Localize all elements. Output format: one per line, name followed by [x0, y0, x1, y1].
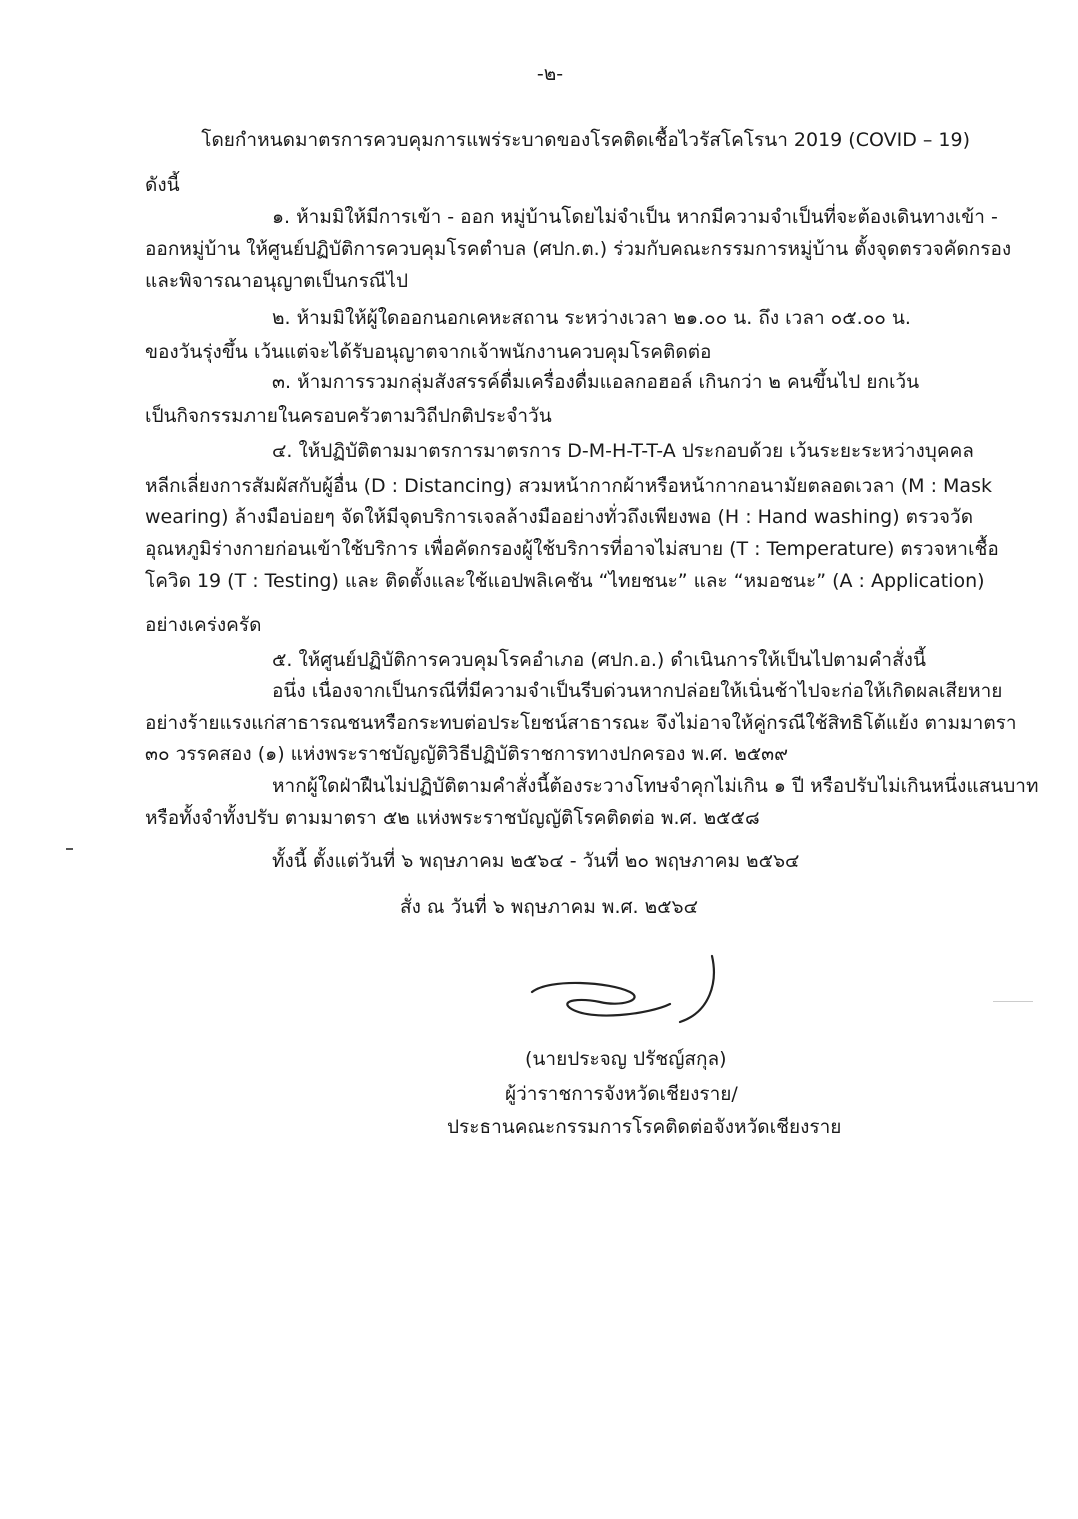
- page-number: -๒-: [536, 63, 564, 85]
- effective-period: ทั้งนี้ ตั้งแต่วันที่ ๖ พฤษภาคม ๒๕๖๔ - วันที่ ๒๐ พฤษภาคม ๒๕๖๔: [272, 850, 800, 872]
- paragraph-line: อย่างร้ายแรงแก่สาธารณชนหรือกระทบต่อประโยชน์สาธารณะ จึงไม่อาจให้คู่กรณีใช้สิทธิโต้แย้ง ตามมาตรา: [145, 712, 1017, 734]
- paragraph-line: ๓๐ วรรคสอง (๑) แห่งพระราชบัญญัติวิธีปฏิบัติราชการทางปกครอง พ.ศ. ๒๕๓๙: [145, 743, 789, 765]
- order-date: สั่ง ณ วันที่ ๖ พฤษภาคม พ.ศ. ๒๕๖๔: [400, 896, 698, 918]
- paragraph-line: ๓. ห้ามการรวมกลุ่มสังสรรค์ดื่มเครื่องดื่มแอลกอฮอล์ เกินกว่า ๒ คนขึ้นไป ยกเว้น: [272, 371, 920, 393]
- paragraph-line: wearing) ล้างมือบ่อยๆ จัดให้มีจุดบริการเจลล้างมืออย่างทั่วถึงเพียงพอ (H : Hand washing) ตรวจวัด: [145, 506, 974, 528]
- paragraph-line: ๔. ให้ปฏิบัติตามมาตรการมาตรการ D-M-H-T-T-A ประกอบด้วย เว้นระยะระหว่างบุคคล: [272, 440, 974, 462]
- paragraph-line: หากผู้ใดฝ่าฝืนไม่ปฏิบัติตามคำสั่งนี้ต้องระวางโทษจำคุกไม่เกิน ๑ ปี หรือปรับไม่เกินหนึ่งแสนบาท: [272, 775, 1039, 797]
- paragraph-line: ดังนี้: [145, 174, 180, 196]
- signatory-name: (นายประจญ ปรัชญ์สกุล): [525, 1048, 727, 1070]
- paragraph-line: อนึ่ง เนื่องจากเป็นกรณีที่มีความจำเป็นรีบด่วนหากปล่อยให้เนิ่นช้าไปจะก่อให้เกิดผลเสียหาย: [272, 680, 1003, 702]
- scan-mark: [66, 848, 73, 850]
- paragraph-line: โดยกำหนดมาตรการควบคุมการแพร่ระบาดของโรคติดเชื้อไวรัสโคโรนา 2019 (COVID – 19): [201, 129, 970, 151]
- signatory-position: ประธานคณะกรรมการโรคติดต่อจังหวัดเชียงราย: [447, 1116, 842, 1138]
- signature: [520, 952, 730, 1034]
- paragraph-line: เป็นกิจกรรมภายในครอบครัวตามวิถีปกติประจำวัน: [145, 405, 552, 427]
- paragraph-line: ๒. ห้ามมิให้ผู้ใดออกนอกเคหะสถาน ระหว่างเวลา ๒๑.๐๐ น. ถึง เวลา ๐๕.๐๐ น.: [272, 307, 911, 329]
- paragraph-line: โควิด 19 (T : Testing) และ ติดตั้งและใช้แอปพลิเคชัน “ไทยชนะ” และ “หมอชนะ” (A : Application): [145, 570, 985, 592]
- paragraph-line: และพิจารณาอนุญาตเป็นกรณีไป: [145, 270, 409, 292]
- paragraph-line: หลีกเลี่ยงการสัมผัสกับผู้อื่น (D : Distancing) สวมหน้ากากผ้าหรือหน้ากากอนามัยตลอดเวลา (M : Mask: [145, 475, 992, 497]
- paragraph-line: ของวันรุ่งขึ้น เว้นแต่จะได้รับอนุญาตจากเจ้าพนักงานควบคุมโรคติดต่อ: [145, 341, 712, 363]
- scan-mark: [993, 1001, 1033, 1002]
- signatory-position: ผู้ว่าราชการจังหวัดเชียงราย/: [505, 1083, 738, 1105]
- paragraph-line: ๑. ห้ามมิให้มีการเข้า - ออก หมู่บ้านโดยไม่จำเป็น หากมีความจำเป็นที่จะต้องเดินทางเข้า -: [272, 206, 998, 228]
- paragraph-line: ๕. ให้ศูนย์ปฏิบัติการควบคุมโรคอำเภอ (ศปก.อ.) ดำเนินการให้เป็นไปตามคำสั่งนี้: [272, 649, 926, 671]
- paragraph-line: ออกหมู่บ้าน ให้ศูนย์ปฏิบัติการควบคุมโรคตำบล (ศปก.ต.) ร่วมกับคณะกรรมการหมู่บ้าน ตั้งจุดตรวจคัดกรอง: [145, 238, 1012, 260]
- paragraph-line: อย่างเคร่งครัด: [145, 614, 262, 636]
- paragraph-line: อุณหภูมิร่างกายก่อนเข้าใช้บริการ เพื่อคัดกรองผู้ใช้บริการที่อาจไม่สบาย (T : Temperature) ตรวจหาเชื้อ: [145, 538, 999, 560]
- paragraph-line: หรือทั้งจำทั้งปรับ ตามมาตรา ๕๒ แห่งพระราชบัญญัติโรคติดต่อ พ.ศ. ๒๕๕๘: [145, 807, 760, 829]
